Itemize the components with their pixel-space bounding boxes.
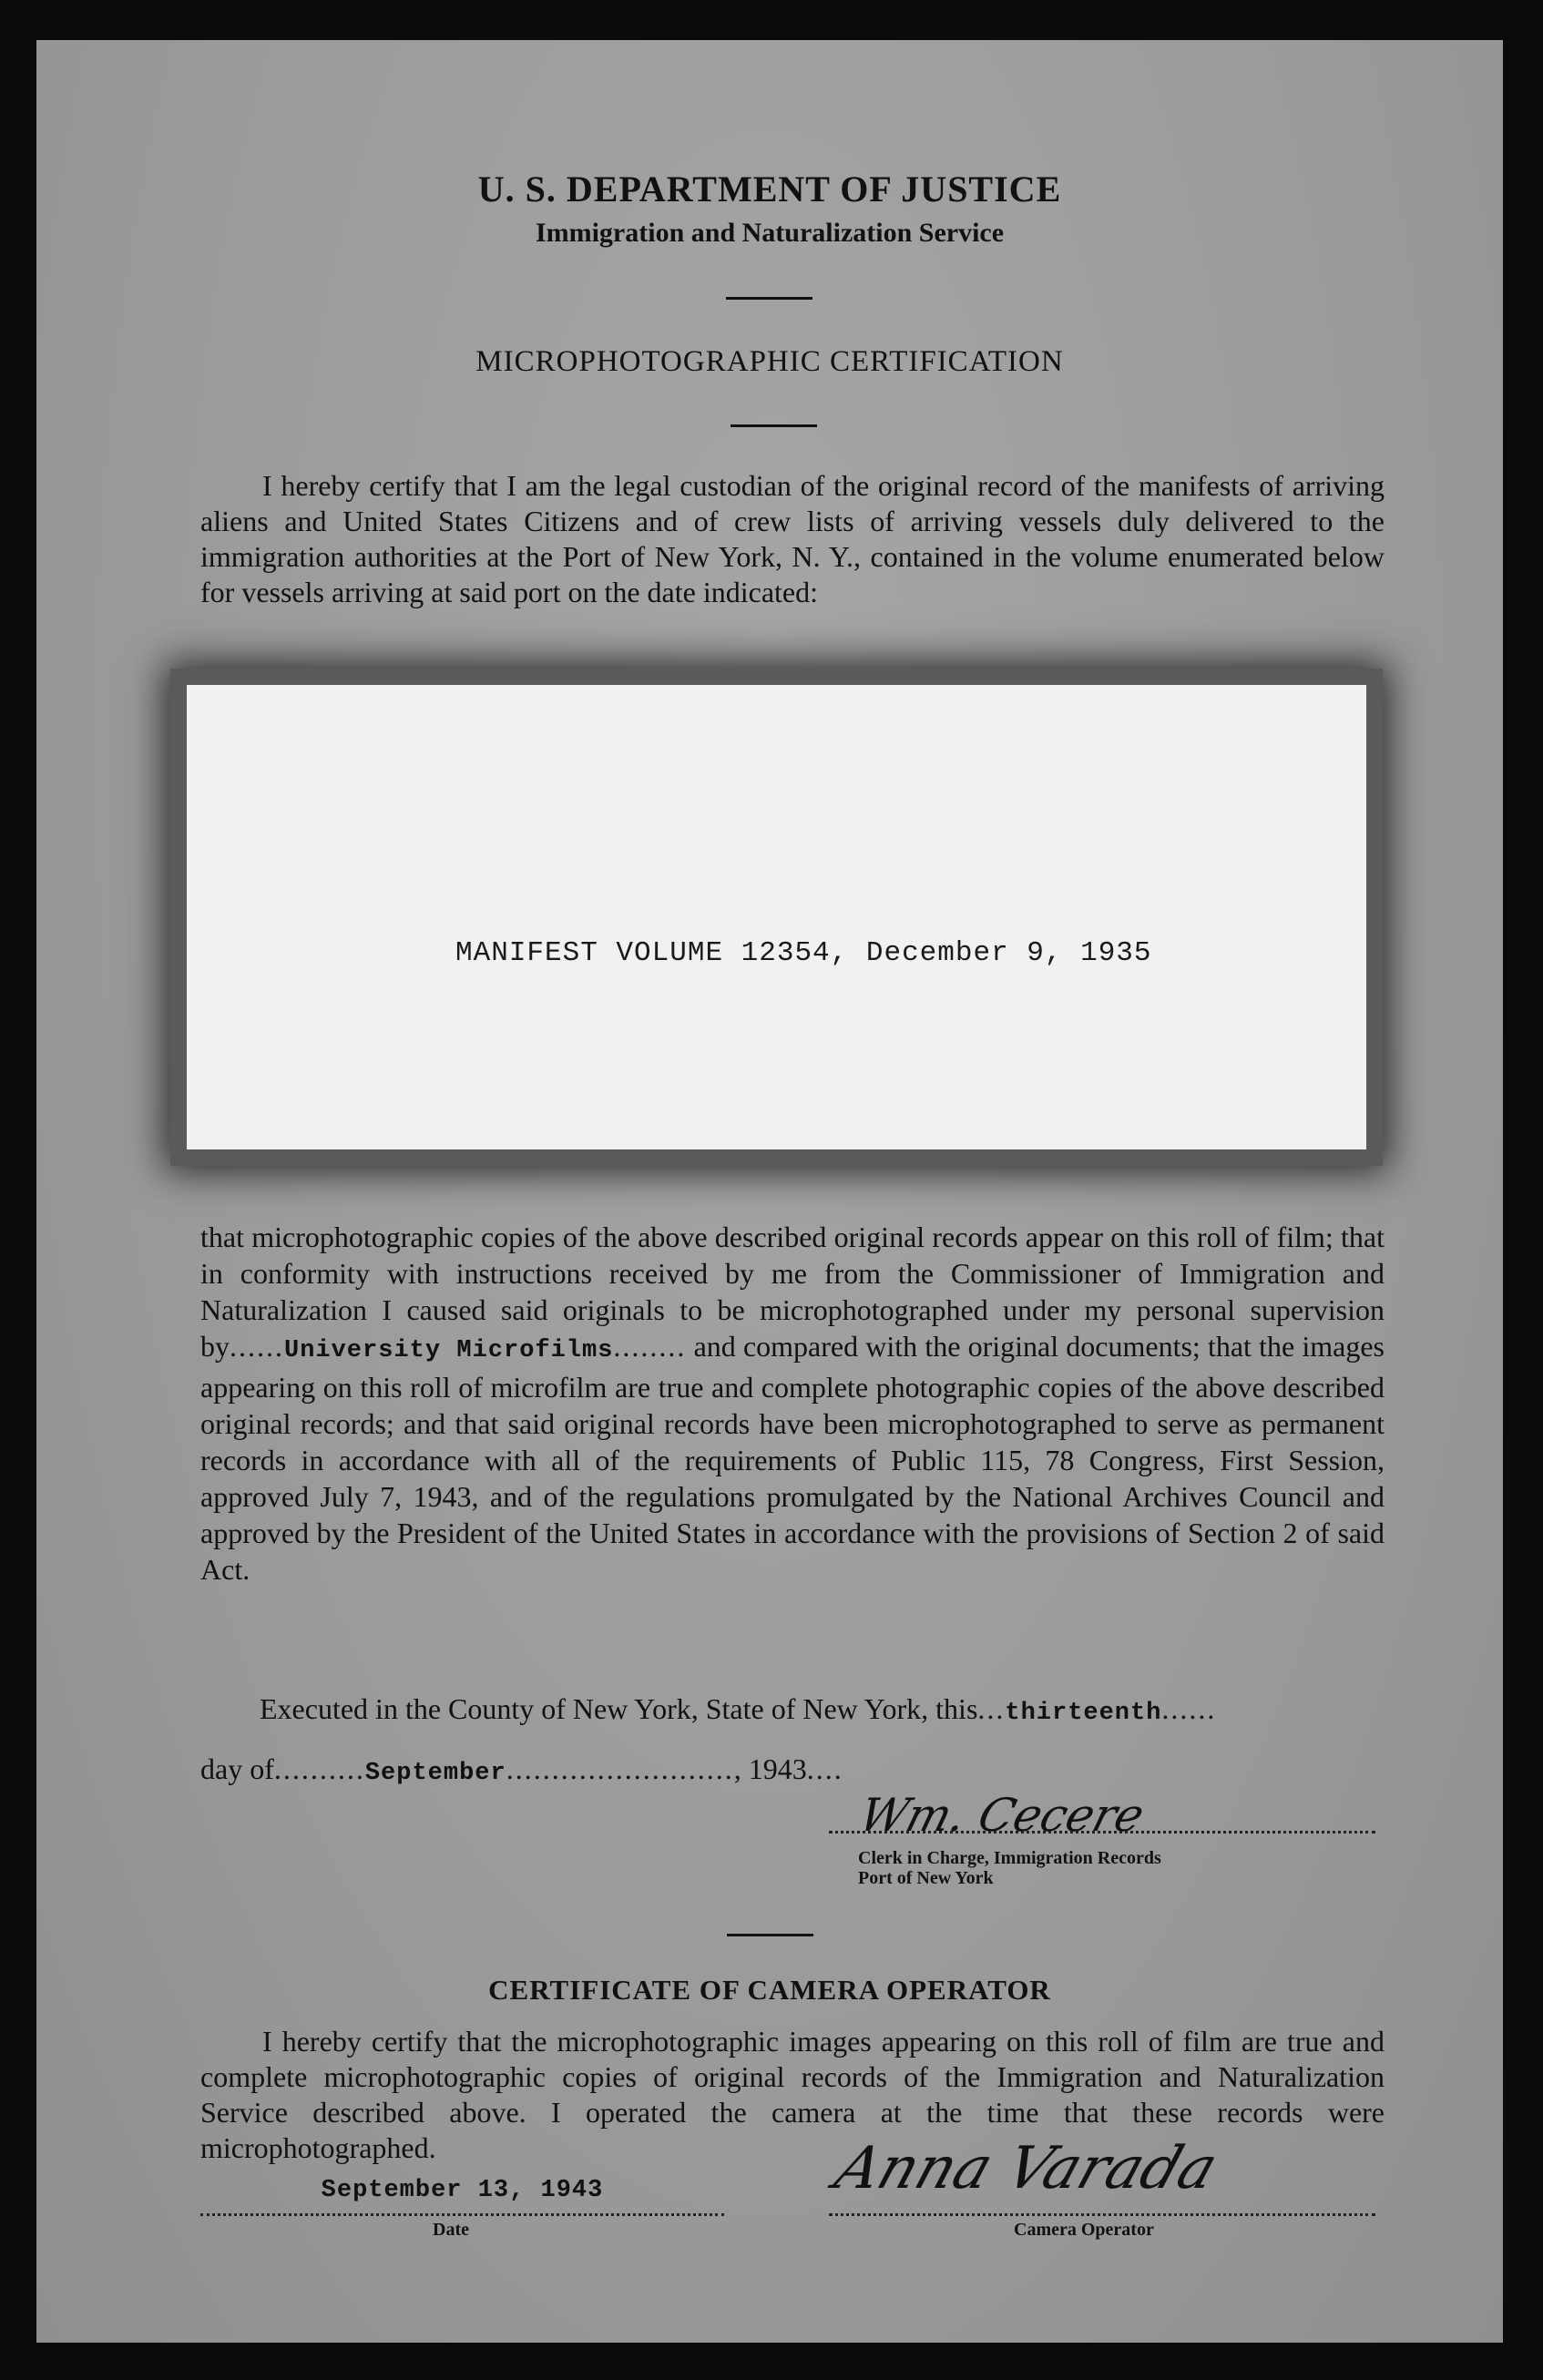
operator-signature: Anna Varada [826, 2135, 1226, 2202]
execution-day: thirteenth [1005, 1700, 1162, 1727]
clerk-title-line2: Port of New York [858, 1868, 994, 1888]
certification-title: MICROPHOTOGRAPHIC CERTIFICATION [475, 345, 1064, 378]
certificate-page [36, 40, 1503, 2343]
camera-operator-title: CERTIFICATE OF CAMERA OPERATOR [488, 1974, 1051, 2006]
execution-year: , 1943 [733, 1752, 807, 1785]
intro-paragraph [200, 468, 1385, 610]
clerk-signature-line [829, 1831, 1375, 1834]
photographer-name: University Microfilms [284, 1337, 614, 1364]
body-paragraph [200, 1219, 1385, 1588]
body-text: that microphotographic copies of the above described original records appear on this roll of film; that in conformity with instructions received by me from the Commissioner of Immigration and Naturalization I caused said originals to be microphotographed under my personal supervision by......University Microfilms........ and compared with the original documents; that the images appearing on this roll of microfilm are true and complete photographic copies of the above described original records; and that said original records have been microphotographed to serve as permanent records in accordance with all of the requirements of Public 115, 78 Congress, First Session, approved July 7, 1943, and of the regulations promulgated by the National Archives Council and approved by the President of the United States in accordance with the provisions of Section 2 of said Act. [200, 1221, 1385, 1586]
operator-signature-line [829, 2213, 1375, 2216]
date-line: day of..........September........................., 1943.... [200, 1752, 843, 1787]
operator-date-value: September 13, 1943 [321, 2177, 604, 2204]
camera-operator-text: I hereby certify that the microphotographic images appearing on this roll of film are true and complete microphotographic copies of original records of the Immigration and Naturalization Service described above. I operated the camera at the time that these records were microphotographed. [200, 2025, 1385, 2164]
execution-month: September [364, 1760, 506, 1787]
execution-prefix: Executed in the County of New York, State of New York, this [260, 1692, 978, 1725]
date-field [200, 2177, 724, 2216]
clerk-title-line1: Clerk in Charge, Immigration Records [858, 1848, 1161, 1868]
service-subtitle: Immigration and Naturalization Service [535, 218, 1005, 248]
manifest-volume-text: MANIFEST VOLUME 12354, December 9, 1935 [455, 937, 1152, 969]
camera-operator-label: Camera Operator [1014, 2220, 1154, 2240]
clerk-title [858, 1848, 1161, 1888]
execution-line: Executed in the County of New York, State of New York, this...thirteenth...... [260, 1692, 1217, 1727]
divider-bottom [727, 1934, 813, 1936]
date-label: Date [433, 2220, 469, 2240]
department-title: U. S. DEPARTMENT OF JUSTICE [477, 169, 1062, 209]
body-text-part1: that microphotographic copies of the above described original records appear on this roll of film; that in conformity with instructions received by me from the Commissioner of Immigration and Naturalization I caused said originals to be microphotographed under my personal supervision by [200, 1221, 1385, 1363]
intro-text: I hereby certify that I am the legal custodian of the original record of the manifests of arriving aliens and United States Citizens and of crew lists of arriving vessels duly delivered to the immigration authorities at the Port of New York, N. Y., contained in the volume enumerated below for vessels arriving at said port on the date indicated: [200, 469, 1385, 608]
day-of-label: day of [200, 1752, 274, 1785]
manifest-card [187, 685, 1366, 1149]
body-text-part2: and compared with the original documents; that the images appearing on this roll of microfilm are true and complete photographic copies of the above described original records; and that said original records have been microphotographed to serve as permanent records in accordance with all of the requirements of Public 115, 78 Congress, First Session, approved July 7, 1943, and of the regulations promulgated by the National Archives Council and approved by the President of the United States in accordance with the provisions of Section 2 of said Act. [200, 1330, 1385, 1586]
divider-top [726, 297, 812, 300]
divider-middle [731, 424, 817, 427]
clerk-signature: Wm. Cecere [853, 1789, 1150, 1842]
